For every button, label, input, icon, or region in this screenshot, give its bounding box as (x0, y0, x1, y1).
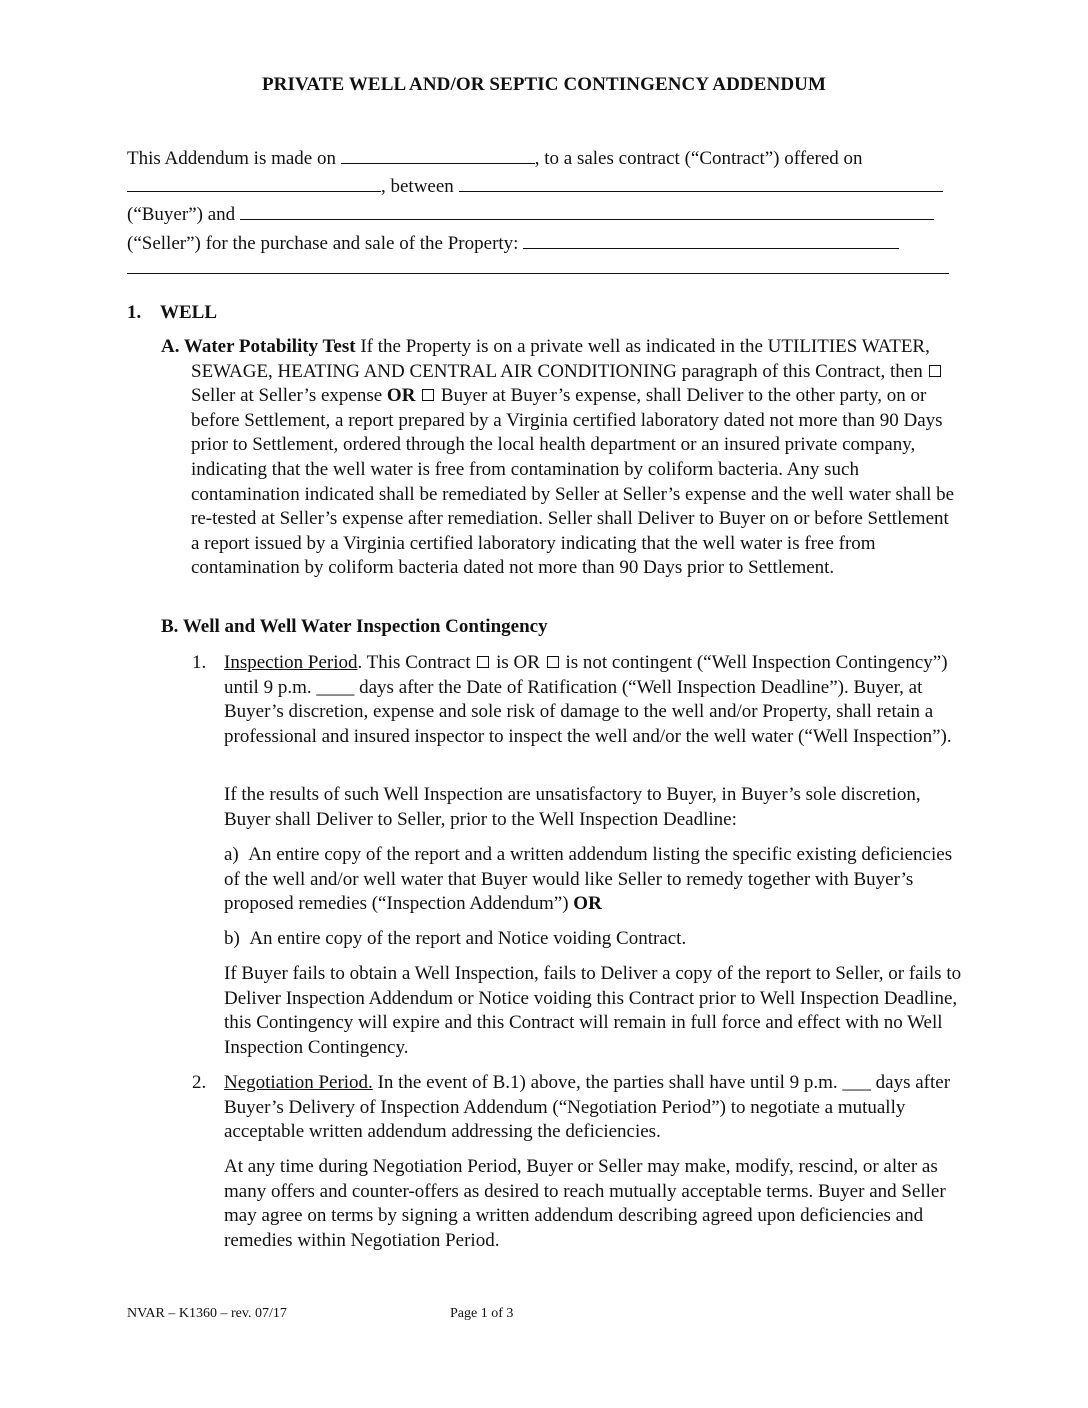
sub-text: An entire copy of the report and a written addendum listing the specific existing deficiencies of the well and/or well water that Buyer would like Seller to remedy together with Buyer’s proposed remedies (“Inspection Addendum”) (224, 844, 953, 915)
checkbox-icon[interactable] (477, 656, 489, 668)
section-b-heading: B. Well and Well Water Inspection Contingency (161, 616, 548, 637)
or-text: OR (573, 893, 602, 915)
item-1-b (224, 927, 964, 952)
item-1-paragraph (192, 651, 962, 749)
section-a-label: A. Water Potability Test (161, 336, 356, 357)
date-offered-field[interactable] (127, 173, 381, 192)
property-address-field-2[interactable] (127, 273, 949, 274)
item-text: is OR (491, 652, 545, 673)
section-a-text: If the Property is on a private well as indicated in the UTILITIES WATER, SEWAGE, HEATING AND CENTRAL AIR CONDITIONING paragraph of this Contract, then (191, 336, 930, 382)
header-line-4 (127, 230, 899, 256)
header-line-3 (127, 201, 934, 227)
checkbox-icon[interactable] (547, 656, 559, 668)
negotiation-period-title: Negotiation Period. (224, 1072, 373, 1093)
date-made-field[interactable] (341, 145, 535, 164)
item-text: days after Buyer’s Delivery of Inspection Addendum (“Negotiation Period”) to negotiate a mutually acceptable written addendum addressing the deficiencies. (224, 1072, 951, 1143)
item-text: is not contingent (“Well Inspection Contingency”) until 9 p.m. (224, 652, 948, 698)
option-seller-text: Seller at Seller’s expense (191, 385, 387, 407)
property-address-field[interactable] (523, 230, 899, 249)
item-text: days after the Date of Ratification (“Well Inspection Deadline”). Buyer, at Buyer’s discretion, expense and sole risk of damage to the well and/or Property, shall retain a professional and insured inspector to inspect the well and/or the well water (“Well Inspection”). (224, 676, 952, 747)
sub-label: b) (224, 928, 240, 949)
section-a-paragraph (161, 335, 961, 581)
header-text: , to a sales contract (“Contract”) offered on (534, 148, 863, 169)
item-text: In the event of B.1) above, the parties shall have until 9 p.m. (372, 1072, 843, 1093)
page-number: Page 1 of 3 (450, 1306, 514, 1321)
section-number: 1. (127, 302, 142, 323)
or-text: OR (386, 385, 416, 407)
section-title: WELL (160, 302, 218, 323)
item-number: 2. (192, 1072, 207, 1093)
sub-label: a) (224, 844, 239, 865)
header-text: (“Seller”) for the purchase and sale of the Property: (127, 233, 519, 254)
header-text: , between (381, 176, 454, 197)
document-title: PRIVATE WELL AND/OR SEPTIC CONTINGENCY ADDENDUM (261, 74, 827, 95)
item-number: 1. (192, 652, 207, 673)
form-id: NVAR – K1360 – rev. 07/17 (127, 1306, 287, 1321)
inspection-days-field[interactable]: ____ (316, 676, 355, 698)
option-buyer-text: Buyer at Buyer’s expense, shall Deliver to the other party, on or before Settlement, a report prepared by a Virginia certified laboratory dated not more than 90 Days prior to Settlement, ordered through the local health department or an insured private company, indicating that the well water is free from contamination by coliform bacteria. Any such contamination indicated shall be remediated by Seller at Seller’s expense and the well water shall be re-tested at Seller’s expense after remediation. Seller shall Deliver to Buyer on or before Settlement a report issued by a Virginia certified laboratory indicating that the well water is free from contamination by coliform bacteria dated not more than 90 Days prior to Settlement. (191, 385, 955, 579)
buyer-name-field[interactable] (459, 173, 943, 192)
item-1-a (224, 843, 964, 917)
seller-name-field[interactable] (240, 201, 934, 220)
header-line-1 (127, 145, 863, 171)
item-2-p2: At any time during Negotiation Period, Buyer or Seller may make, modify, rescind, or alter as many offers and counter-offers as desired to reach mutually acceptable terms. Buyer and Seller may agree on terms by signing a written addendum describing agreed upon deficiencies and remedies within Negotiation Period. (224, 1156, 946, 1251)
item-1-p3: If Buyer fails to obtain a Well Inspection, fails to Deliver a copy of the report to Seller, or fails to Deliver Inspection Addendum or Notice voiding this Contract prior to Well Inspection Deadline, this Contingency will expire and this Contract will remain in full force and effect with no Well Inspection Contingency. (224, 963, 962, 1058)
header-text: This Addendum is made on (127, 148, 336, 169)
header-line-2 (127, 173, 943, 199)
checkbox-icon[interactable] (929, 365, 941, 377)
negotiation-days-field[interactable]: ___ (842, 1072, 871, 1093)
item-text: . This Contract (357, 652, 476, 673)
item-1-p2: If the results of such Well Inspection are unsatisfactory to Buyer, in Buyer’s sole discretion, Buyer shall Deliver to Seller, prior to the Well Inspection Deadline: (224, 784, 921, 830)
section-1-heading (127, 302, 217, 324)
sub-text: An entire copy of the report and Notice voiding Contract. (249, 928, 687, 949)
checkbox-icon[interactable] (422, 389, 434, 401)
inspection-period-title: Inspection Period (224, 652, 358, 673)
header-text: (“Buyer”) and (127, 204, 236, 225)
item-2-paragraph (192, 1071, 962, 1145)
